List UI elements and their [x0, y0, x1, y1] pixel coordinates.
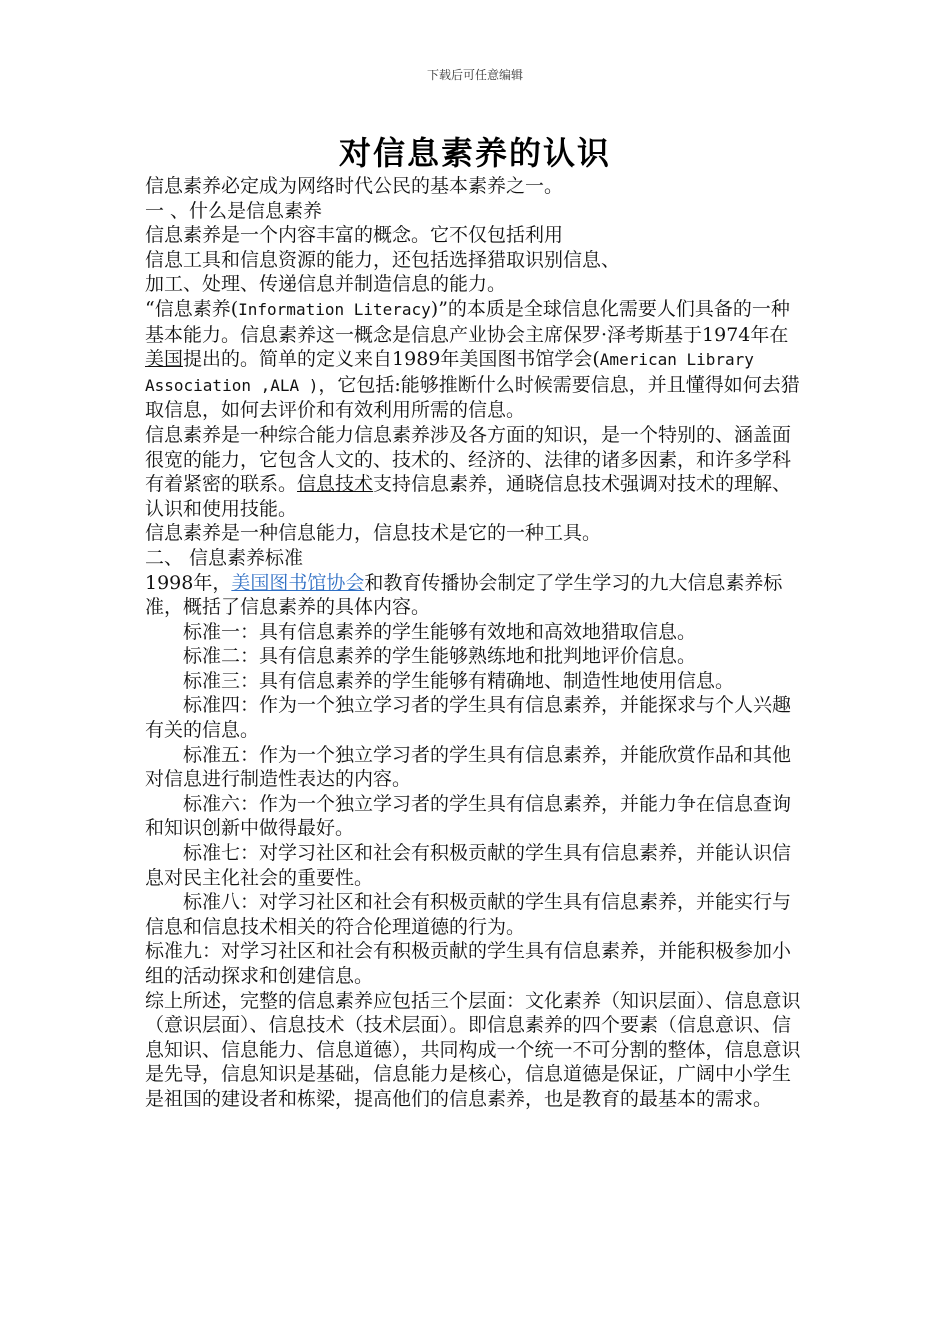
- definition-paragraph: [145, 297, 807, 423]
- section-heading-2: 二、 信息素养标准: [145, 546, 304, 569]
- section-heading-1: 一 、什么是信息素养: [145, 199, 323, 222]
- standard-item: 标准八：对学习社区和社会有积极贡献的学生具有信息素养，并能实行与信息和信息技术相关的符合伦理道德的行为。: [145, 891, 792, 938]
- paragraph-line: 信息工具和信息资源的能力，还包括选择猎取识别信息、: [145, 248, 621, 271]
- standard-item: 标准一：具有信息素养的学生能够有效地和高效地猎取信息。: [183, 620, 697, 643]
- link-information-technology[interactable]: 信息技术: [297, 473, 374, 496]
- standard-item: 标准五：作为一个独立学习者的学生具有信息素养，并能欣赏作品和其他对信息进行制造性表达的内容。: [145, 743, 792, 791]
- text-run: 支持信息素养，通晓信息技术强调对技术的理解、认识和使用技能。: [145, 473, 792, 520]
- text-run: “信息素养(: [145, 297, 239, 320]
- page-header-note: 下载后可任意编辑: [426, 68, 523, 82]
- tool-line: 信息素养是一种信息能力，信息技术是它的一种工具。: [145, 522, 602, 545]
- text-run-english: American Library Association ,ALA ): [145, 350, 754, 395]
- paragraph-line: 加工、处理、传递信息并制造信息的能力。: [145, 273, 507, 296]
- text-run: 1998年，: [145, 571, 232, 594]
- composite-ability-paragraph: [145, 423, 807, 521]
- document-body: [145, 174, 807, 1112]
- intro-line: 信息素养必定成为网络时代公民的基本素养之一。: [145, 175, 564, 197]
- standard-item: 标准九：对学习社区和社会有积极贡献的学生具有信息素养，并能积极参加小组的活动探求和创建信息。: [145, 940, 792, 987]
- standard-item: 标准三：具有信息素养的学生能够有精确地、制造性地使用信息。: [183, 669, 735, 692]
- text-run: 信息素养是一种综合能力信息素养涉及各方面的知识，是一个特别的、涵盖面很宽的能力，它包含人文的、技术的、经济的、法律的诸多因素，和许多学科有着紧密的联系。: [145, 423, 792, 496]
- standard-item: 标准六：作为一个独立学习者的学生具有信息素养，并能力争在信息查询和知识创新中做得最好。: [145, 792, 792, 840]
- link-america[interactable]: 美国: [145, 348, 184, 371]
- standard-item: 标准七：对学习社区和社会有积极贡献的学生具有信息素养，并能认识信息对民主化社会的重要性。: [145, 842, 792, 889]
- standard-item: 标准四：作为一个独立学习者的学生具有信息素养，并能探求与个人兴趣有关的信息。: [145, 694, 792, 742]
- document-title: 对信息素养的认识: [338, 134, 611, 172]
- standard-item: 标准二：具有信息素养的学生能够熟练地和批判地评价信息。: [183, 645, 697, 668]
- text-run: ，它包括:能够推断什么时候需要信息，并且懂得如何去猎取信息，如何去评价和有效利用所需的信息。: [145, 373, 800, 422]
- text-run: 和教育传播协会制定了学生学习的九大信息素养标准，概括了信息素养的具体内容。: [145, 571, 783, 619]
- link-ala[interactable]: 美国图书馆协会: [231, 571, 365, 594]
- text-run-english: Information Literacy: [238, 299, 431, 319]
- conclusion-paragraph: 综上所述，完整的信息素养应包括三个层面：文化素养（知识层面）、信息意识（意识层面）、信息技术（技术层面）。即信息素养的四个要素（信息意识、信息知识、信息能力、信息道德），共同构成一个统一不可分割的整体，信息意识是先导，信息知识是基础，信息能力是核心，信息道德是保证，广阔中小学生是祖国的建设者和栋梁，提高他们的信息素养，也是教育的最基本的需求。: [145, 989, 801, 1110]
- standards-intro-paragraph: [145, 571, 807, 620]
- paragraph-line: 信息素养是一个内容丰富的概念。它不仅包括利用: [145, 224, 564, 247]
- text-run: 提出的。简单的定义来自1989年美国图书馆学会(: [183, 348, 600, 371]
- text-run: )”的本质是全球信息化需要人们具备的一种基本能力。信息素养这一概念是信息产业协会主席保罗·泽考斯基于1974年在: [145, 297, 790, 346]
